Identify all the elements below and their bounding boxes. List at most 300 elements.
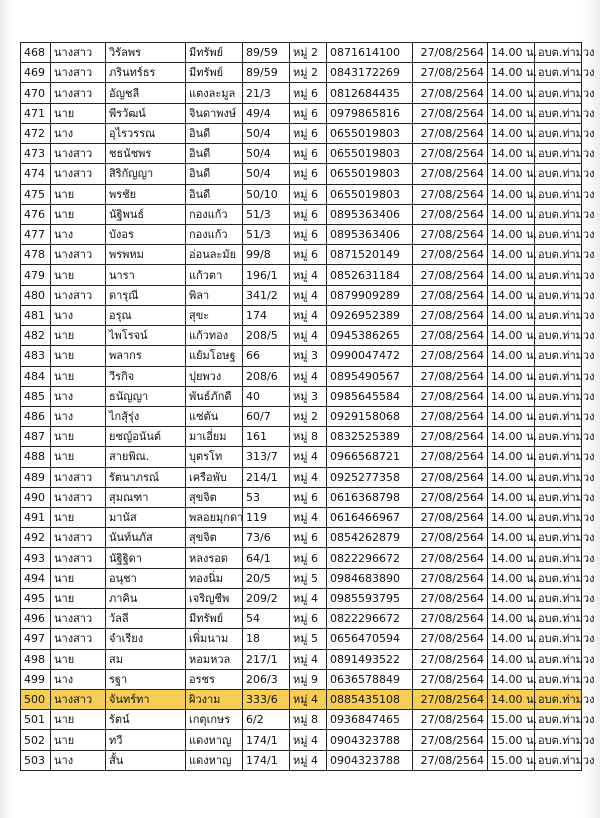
first-name-cell: ยชญ์อนันต์: [106, 427, 186, 447]
roster-body: [21, 43, 595, 771]
house-number-cell: 64/1: [243, 548, 290, 568]
last-name-cell: อรชร: [186, 669, 243, 689]
appointment-place-cell: อบต.ท่าม่วง: [535, 245, 582, 265]
village-number-cell: หมู่ 6: [290, 144, 327, 164]
phone-number-cell: 0979865816: [327, 103, 413, 123]
table-row: [21, 285, 582, 305]
row-number-cell: 489: [21, 467, 51, 487]
row-number-cell: 472: [21, 123, 51, 143]
appointment-time-cell: 14.00 น.: [488, 184, 535, 204]
row-number-cell: 488: [21, 447, 51, 467]
name-title-cell: นาย: [51, 326, 106, 346]
appointment-place-cell: อบต.ท่าม่วง: [535, 366, 582, 386]
first-name-cell: วิรัลพร: [106, 43, 186, 63]
phone-number-cell: 0812684435: [327, 83, 413, 103]
appointment-date-cell: 27/08/2564: [413, 366, 488, 386]
appointment-place-cell: อบต.ท่าม่วง: [535, 750, 582, 770]
first-name-cell: สิริกัญญา: [106, 164, 186, 184]
last-name-cell: สุขจิต: [186, 487, 243, 507]
table-row: [21, 609, 582, 629]
appointment-date-cell: 27/08/2564: [413, 204, 488, 224]
first-name-cell: ดารุณี: [106, 285, 186, 305]
appointment-time-cell: 14.00 น.: [488, 447, 535, 467]
row-number-cell: 468: [21, 43, 51, 63]
appointment-date-cell: 27/08/2564: [413, 568, 488, 588]
table-row: [21, 649, 582, 669]
first-name-cell: นารา: [106, 265, 186, 285]
appointment-place-cell: อบต.ท่าม่วง: [535, 487, 582, 507]
name-title-cell: นางสาว: [51, 629, 106, 649]
row-number-cell: 496: [21, 609, 51, 629]
phone-number-cell: 0904323788: [327, 730, 413, 750]
phone-number-cell: 0655019803: [327, 123, 413, 143]
appointment-date-cell: 27/08/2564: [413, 305, 488, 325]
village-number-cell: หมู่ 4: [290, 265, 327, 285]
phone-number-cell: 0929158068: [327, 406, 413, 426]
phone-number-cell: 0895490567: [327, 366, 413, 386]
row-number-cell: 500: [21, 690, 51, 710]
appointment-time-cell: 14.00 น.: [488, 366, 535, 386]
row-number-cell: 483: [21, 346, 51, 366]
village-number-cell: หมู่ 6: [290, 103, 327, 123]
table-row: [21, 629, 582, 649]
row-number-cell: 499: [21, 669, 51, 689]
table-row: [21, 164, 582, 184]
appointment-date-cell: 27/08/2564: [413, 548, 488, 568]
appointment-time-cell: 14.00 น.: [488, 245, 535, 265]
appointment-place-cell: อบต.ท่าม่วง: [535, 265, 582, 285]
last-name-cell: อินดี: [186, 164, 243, 184]
phone-number-cell: 0885435108: [327, 690, 413, 710]
name-title-cell: นางสาว: [51, 164, 106, 184]
appointment-time-cell: 14.00 น.: [488, 467, 535, 487]
first-name-cell: พลากร: [106, 346, 186, 366]
appointment-place-cell: อบต.ท่าม่วง: [535, 386, 582, 406]
table-row: [21, 386, 582, 406]
first-name-cell: ไกสุ้รุ่ง: [106, 406, 186, 426]
first-name-cell: บังอร: [106, 224, 186, 244]
house-number-cell: 341/2: [243, 285, 290, 305]
row-number-cell: 487: [21, 427, 51, 447]
table-row: [21, 487, 582, 507]
appointment-place-cell: อบต.ท่าม่วง: [535, 406, 582, 426]
first-name-cell: สุมณฑา: [106, 487, 186, 507]
table-row: [21, 83, 582, 103]
first-name-cell: รัตนาภรณ์: [106, 467, 186, 487]
village-number-cell: หมู่ 6: [290, 609, 327, 629]
first-name-cell: อนุชา: [106, 568, 186, 588]
appointment-date-cell: 27/08/2564: [413, 690, 488, 710]
phone-number-cell: 0891493522: [327, 649, 413, 669]
house-number-cell: 50/4: [243, 123, 290, 143]
first-name-cell: จำเรียง: [106, 629, 186, 649]
village-number-cell: หมู่ 4: [290, 467, 327, 487]
village-number-cell: หมู่ 3: [290, 386, 327, 406]
house-number-cell: 21/3: [243, 83, 290, 103]
appointment-date-cell: 27/08/2564: [413, 224, 488, 244]
last-name-cell: พิลา: [186, 285, 243, 305]
village-number-cell: หมู่ 5: [290, 568, 327, 588]
table-row: [21, 103, 582, 123]
appointment-date-cell: 27/08/2564: [413, 43, 488, 63]
village-number-cell: หมู่ 6: [290, 83, 327, 103]
appointment-time-cell: 14.00 น.: [488, 164, 535, 184]
last-name-cell: แดงหาญ: [186, 750, 243, 770]
last-name-cell: อินดี: [186, 184, 243, 204]
appointment-date-cell: 27/08/2564: [413, 750, 488, 770]
appointment-time-cell: 15.00 น.: [488, 730, 535, 750]
appointment-place-cell: อบต.ท่าม่วง: [535, 123, 582, 143]
appointment-time-cell: 15.00 น.: [488, 750, 535, 770]
last-name-cell: แย้มโอษฐ: [186, 346, 243, 366]
house-number-cell: 89/59: [243, 43, 290, 63]
phone-number-cell: 0895363406: [327, 204, 413, 224]
last-name-cell: สุขจิต: [186, 528, 243, 548]
first-name-cell: ทวี: [106, 730, 186, 750]
last-name-cell: จินดาพงษ์: [186, 103, 243, 123]
appointment-date-cell: 27/08/2564: [413, 123, 488, 143]
name-title-cell: นาย: [51, 588, 106, 608]
appointment-place-cell: อบต.ท่าม่วง: [535, 690, 582, 710]
house-number-cell: 66: [243, 346, 290, 366]
first-name-cell: รัตน์: [106, 710, 186, 730]
row-number-cell: 475: [21, 184, 51, 204]
village-number-cell: หมู่ 6: [290, 487, 327, 507]
first-name-cell: นัฐิพนธ์: [106, 204, 186, 224]
village-number-cell: หมู่ 8: [290, 710, 327, 730]
table-row: [21, 568, 582, 588]
appointment-date-cell: 27/08/2564: [413, 346, 488, 366]
village-number-cell: หมู่ 4: [290, 730, 327, 750]
appointment-date-cell: 27/08/2564: [413, 609, 488, 629]
row-number-cell: 490: [21, 487, 51, 507]
appointment-date-cell: 27/08/2564: [413, 508, 488, 528]
table-row: [21, 265, 582, 285]
table-row: [21, 184, 582, 204]
last-name-cell: ทองนิ่ม: [186, 568, 243, 588]
row-number-cell: 484: [21, 366, 51, 386]
last-name-cell: มีทรัพย์: [186, 63, 243, 83]
first-name-cell: นันท์นภัส: [106, 528, 186, 548]
last-name-cell: มีทรัพย์: [186, 609, 243, 629]
row-number-cell: 492: [21, 528, 51, 548]
appointment-date-cell: 27/08/2564: [413, 103, 488, 123]
row-number-cell: 470: [21, 83, 51, 103]
appointment-date-cell: 27/08/2564: [413, 63, 488, 83]
appointment-time-cell: 14.00 น.: [488, 265, 535, 285]
house-number-cell: 209/2: [243, 588, 290, 608]
last-name-cell: ปุยพวง: [186, 366, 243, 386]
house-number-cell: 20/5: [243, 568, 290, 588]
table-row: [21, 750, 582, 770]
appointment-date-cell: 27/08/2564: [413, 427, 488, 447]
first-name-cell: อัญชลี: [106, 83, 186, 103]
house-number-cell: 333/6: [243, 690, 290, 710]
village-number-cell: หมู่ 4: [290, 366, 327, 386]
row-number-cell: 479: [21, 265, 51, 285]
appointment-place-cell: อบต.ท่าม่วง: [535, 144, 582, 164]
first-name-cell: สายพิณ.: [106, 447, 186, 467]
appointment-place-cell: อบต.ท่าม่วง: [535, 568, 582, 588]
last-name-cell: ผิวงาม: [186, 690, 243, 710]
appointment-place-cell: อบต.ท่าม่วง: [535, 326, 582, 346]
appointment-place-cell: อบต.ท่าม่วง: [535, 103, 582, 123]
appointment-place-cell: อบต.ท่าม่วง: [535, 609, 582, 629]
appointment-place-cell: อบต.ท่าม่วง: [535, 305, 582, 325]
appointment-place-cell: อบต.ท่าม่วง: [535, 730, 582, 750]
appointment-time-cell: 14.00 น.: [488, 326, 535, 346]
house-number-cell: 208/6: [243, 366, 290, 386]
phone-number-cell: 0616368798: [327, 487, 413, 507]
village-number-cell: หมู่ 4: [290, 690, 327, 710]
name-title-cell: นาง: [51, 406, 106, 426]
appointment-place-cell: อบต.ท่าม่วง: [535, 528, 582, 548]
house-number-cell: 99/8: [243, 245, 290, 265]
table-row: [21, 467, 582, 487]
appointment-time-cell: 14.00 น.: [488, 669, 535, 689]
appointment-time-cell: 14.00 น.: [488, 305, 535, 325]
appointment-date-cell: 27/08/2564: [413, 487, 488, 507]
row-number-cell: 494: [21, 568, 51, 588]
row-number-cell: 473: [21, 144, 51, 164]
appointment-place-cell: อบต.ท่าม่วง: [535, 467, 582, 487]
house-number-cell: 40: [243, 386, 290, 406]
last-name-cell: แซ่ตัน: [186, 406, 243, 426]
row-number-cell: 491: [21, 508, 51, 528]
village-number-cell: หมู่ 2: [290, 406, 327, 426]
row-number-cell: 486: [21, 406, 51, 426]
appointment-time-cell: 14.00 น.: [488, 487, 535, 507]
house-number-cell: 161: [243, 427, 290, 447]
phone-number-cell: 0985593795: [327, 588, 413, 608]
last-name-cell: อินดี: [186, 144, 243, 164]
row-number-cell: 495: [21, 588, 51, 608]
appointment-date-cell: 27/08/2564: [413, 528, 488, 548]
phone-number-cell: 0822296672: [327, 609, 413, 629]
name-title-cell: นาง: [51, 669, 106, 689]
table-row: [21, 669, 582, 689]
appointment-place-cell: อบต.ท่าม่วง: [535, 164, 582, 184]
village-number-cell: หมู่ 6: [290, 528, 327, 548]
appointment-time-cell: 14.00 น.: [488, 103, 535, 123]
first-name-cell: วัลลี: [106, 609, 186, 629]
name-title-cell: นาย: [51, 649, 106, 669]
appointment-date-cell: 27/08/2564: [413, 669, 488, 689]
appointment-place-cell: อบต.ท่าม่วง: [535, 204, 582, 224]
name-title-cell: นางสาว: [51, 548, 106, 568]
village-number-cell: หมู่ 6: [290, 123, 327, 143]
name-title-cell: นาย: [51, 447, 106, 467]
house-number-cell: 174: [243, 305, 290, 325]
last-name-cell: สุขะ: [186, 305, 243, 325]
phone-number-cell: 0843172269: [327, 63, 413, 83]
vaccine-roster-table: [20, 42, 595, 771]
village-number-cell: หมู่ 4: [290, 326, 327, 346]
row-number-cell: 469: [21, 63, 51, 83]
name-title-cell: นาย: [51, 103, 106, 123]
last-name-cell: เกตุเกษร: [186, 710, 243, 730]
first-name-cell: สั้น: [106, 750, 186, 770]
name-title-cell: นาย: [51, 204, 106, 224]
village-number-cell: หมู่ 4: [290, 285, 327, 305]
appointment-place-cell: อบต.ท่าม่วง: [535, 710, 582, 730]
table-row: [21, 245, 582, 265]
row-number-cell: 471: [21, 103, 51, 123]
first-name-cell: รฐา: [106, 669, 186, 689]
name-title-cell: นางสาว: [51, 43, 106, 63]
row-number-cell: 481: [21, 305, 51, 325]
last-name-cell: อ่อนละมัย: [186, 245, 243, 265]
appointment-date-cell: 27/08/2564: [413, 245, 488, 265]
appointment-time-cell: 14.00 น.: [488, 649, 535, 669]
appointment-time-cell: 14.00 น.: [488, 63, 535, 83]
phone-number-cell: 0945386265: [327, 326, 413, 346]
appointment-time-cell: 14.00 น.: [488, 568, 535, 588]
phone-number-cell: 0852631184: [327, 265, 413, 285]
appointment-place-cell: อบต.ท่าม่วง: [535, 427, 582, 447]
appointment-time-cell: 14.00 น.: [488, 83, 535, 103]
last-name-cell: มีทรัพย์: [186, 43, 243, 63]
table-row: [21, 548, 582, 568]
name-title-cell: นาง: [51, 305, 106, 325]
first-name-cell: ภรินทร์ธร: [106, 63, 186, 83]
table-row: [21, 305, 582, 325]
phone-number-cell: 0990047472: [327, 346, 413, 366]
row-number-cell: 476: [21, 204, 51, 224]
phone-number-cell: 0871614100: [327, 43, 413, 63]
village-number-cell: หมู่ 6: [290, 164, 327, 184]
name-title-cell: นาย: [51, 568, 106, 588]
last-name-cell: อินดี: [186, 123, 243, 143]
name-title-cell: นาย: [51, 508, 106, 528]
house-number-cell: 49/4: [243, 103, 290, 123]
appointment-date-cell: 27/08/2564: [413, 710, 488, 730]
house-number-cell: 119: [243, 508, 290, 528]
first-name-cell: พรพหม: [106, 245, 186, 265]
village-number-cell: หมู่ 6: [290, 184, 327, 204]
appointment-date-cell: 27/08/2564: [413, 144, 488, 164]
village-number-cell: หมู่ 6: [290, 548, 327, 568]
village-number-cell: หมู่ 2: [290, 43, 327, 63]
appointment-place-cell: อบต.ท่าม่วง: [535, 346, 582, 366]
last-name-cell: หลงรอด: [186, 548, 243, 568]
village-number-cell: หมู่ 4: [290, 508, 327, 528]
house-number-cell: 174/1: [243, 730, 290, 750]
appointment-date-cell: 27/08/2564: [413, 649, 488, 669]
house-number-cell: 73/6: [243, 528, 290, 548]
phone-number-cell: 0895363406: [327, 224, 413, 244]
village-number-cell: หมู่ 8: [290, 427, 327, 447]
phone-number-cell: 0655019803: [327, 184, 413, 204]
name-title-cell: นางสาว: [51, 245, 106, 265]
last-name-cell: แตงละมูล: [186, 83, 243, 103]
last-name-cell: เจริญชีพ: [186, 588, 243, 608]
first-name-cell: จันทร์ทา: [106, 690, 186, 710]
name-title-cell: นาย: [51, 184, 106, 204]
appointment-time-cell: 14.00 น.: [488, 528, 535, 548]
appointment-time-cell: 14.00 น.: [488, 224, 535, 244]
house-number-cell: 54: [243, 609, 290, 629]
table-row: [21, 710, 582, 730]
last-name-cell: เครือพับ: [186, 467, 243, 487]
village-number-cell: หมู่ 5: [290, 629, 327, 649]
appointment-date-cell: 27/08/2564: [413, 629, 488, 649]
last-name-cell: บุตรโท: [186, 447, 243, 467]
house-number-cell: 51/3: [243, 224, 290, 244]
appointment-place-cell: อบต.ท่าม่วง: [535, 83, 582, 103]
appointment-time-cell: 14.00 น.: [488, 406, 535, 426]
village-number-cell: หมู่ 4: [290, 305, 327, 325]
appointment-time-cell: 14.00 น.: [488, 123, 535, 143]
house-number-cell: 214/1: [243, 467, 290, 487]
appointment-place-cell: อบต.ท่าม่วง: [535, 447, 582, 467]
table-row: [21, 63, 582, 83]
row-number-cell: 497: [21, 629, 51, 649]
house-number-cell: 217/1: [243, 649, 290, 669]
name-title-cell: นางสาว: [51, 144, 106, 164]
appointment-time-cell: 14.00 น.: [488, 386, 535, 406]
village-number-cell: หมู่ 4: [290, 649, 327, 669]
name-title-cell: นาย: [51, 366, 106, 386]
first-name-cell: พรชัย: [106, 184, 186, 204]
row-number-cell: 474: [21, 164, 51, 184]
table-row: [21, 366, 582, 386]
appointment-date-cell: 27/08/2564: [413, 164, 488, 184]
village-number-cell: หมู่ 4: [290, 447, 327, 467]
house-number-cell: 50/10: [243, 184, 290, 204]
appointment-time-cell: 14.00 น.: [488, 508, 535, 528]
row-number-cell: 503: [21, 750, 51, 770]
appointment-date-cell: 27/08/2564: [413, 406, 488, 426]
last-name-cell: แดงหาญ: [186, 730, 243, 750]
row-number-cell: 493: [21, 548, 51, 568]
house-number-cell: 50/4: [243, 164, 290, 184]
appointment-time-cell: 14.00 น.: [488, 588, 535, 608]
table-row: [21, 144, 582, 164]
appointment-time-cell: 14.00 น.: [488, 609, 535, 629]
name-title-cell: นางสาว: [51, 63, 106, 83]
name-title-cell: นาง: [51, 386, 106, 406]
appointment-date-cell: 27/08/2564: [413, 447, 488, 467]
name-title-cell: นางสาว: [51, 528, 106, 548]
table-row: [21, 326, 582, 346]
phone-number-cell: 0616466967: [327, 508, 413, 528]
appointment-place-cell: อบต.ท่าม่วง: [535, 184, 582, 204]
phone-number-cell: 0655019803: [327, 144, 413, 164]
appointment-time-cell: 14.00 น.: [488, 427, 535, 447]
appointment-place-cell: อบต.ท่าม่วง: [535, 285, 582, 305]
appointment-date-cell: 27/08/2564: [413, 467, 488, 487]
house-number-cell: 206/3: [243, 669, 290, 689]
house-number-cell: 313/7: [243, 447, 290, 467]
name-title-cell: นางสาว: [51, 467, 106, 487]
phone-number-cell: 0822296672: [327, 548, 413, 568]
appointment-date-cell: 27/08/2564: [413, 285, 488, 305]
name-title-cell: นาย: [51, 427, 106, 447]
appointment-date-cell: 27/08/2564: [413, 730, 488, 750]
village-number-cell: หมู่ 4: [290, 750, 327, 770]
table-row: [21, 406, 582, 426]
appointment-place-cell: อบต.ท่าม่วง: [535, 224, 582, 244]
table-row: [21, 508, 582, 528]
appointment-date-cell: 27/08/2564: [413, 184, 488, 204]
first-name-cell: ภาคิน: [106, 588, 186, 608]
phone-number-cell: 0636578849: [327, 669, 413, 689]
last-name-cell: พันธ์ภักดี: [186, 386, 243, 406]
appointment-time-cell: 14.00 น.: [488, 690, 535, 710]
house-number-cell: 53: [243, 487, 290, 507]
phone-number-cell: 0871520149: [327, 245, 413, 265]
